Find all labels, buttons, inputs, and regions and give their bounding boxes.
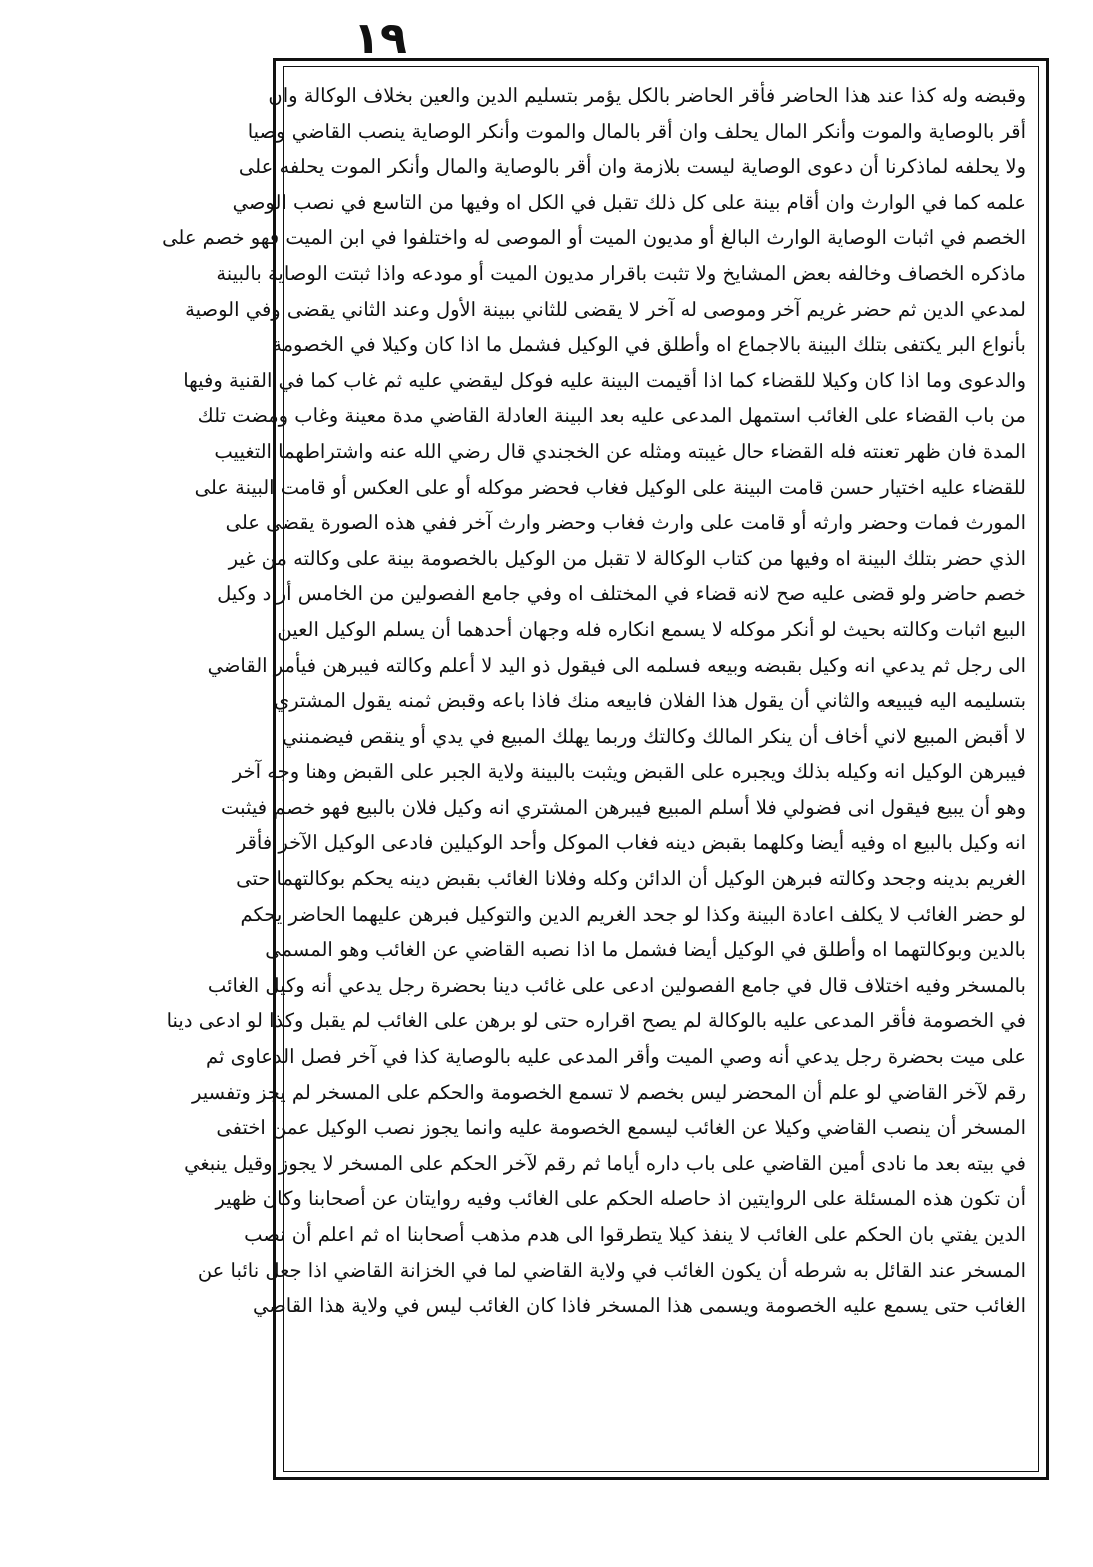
- text-line: أقر بالوصاية والموت وأنكر المال يحلف وان أقر بالمال والموت وأنكر الوصاية ينصب القاضي وصيا: [247, 119, 1026, 143]
- text-line: المسخر أن ينصب القاضي وكيلا عن الغائب ليسمع الخصومة عليه وانما يجوز نصب الوكيل عمن اختفى: [216, 1116, 1026, 1140]
- text-line: الغائب حتى يسمع عليه الخصومة ويسمى هذا المسخر فاذا كان الغائب ليس في ولاية هذا القاضي: [252, 1294, 1026, 1318]
- text-body: [162, 78, 1026, 1468]
- text-line: الخصم في اثبات الوصاية الوارث البالغ أو مديون الميت أو الموصى له واختلفوا في ابن الميت فهو خصم على: [162, 226, 1026, 250]
- text-line: بأنواع البر يكتفى بتلك البينة بالاجماع اه وأطلق في الوكيل فشمل ما اذا كان وكيلا في الخصومة: [272, 333, 1026, 357]
- text-line: بالمسخر وفيه اختلاف قال في جامع الفصولين ادعى على غائب دينا بحضرة رجل يدعي أنه وكيل الغائب: [207, 973, 1026, 997]
- text-line: المدة فان ظهر تعنته فله القضاء حال غيبته ومثله عن الخجندي قال رضي الله عنه واشتراطهما التغييب: [214, 439, 1026, 463]
- text-line: علمه كما في الوارث وان أقام بينة على كل ذلك تقبل في الكل اه وفيها من التاسع في نصب الوصي: [232, 190, 1026, 214]
- text-line: البيع اثبات وكالته بحيث لو أنكر موكله لا يسمع انكاره فله وجهان أحدهما أن يسلم الوكيل العين: [277, 617, 1026, 641]
- text-line: والدعوى وما اذا كان وكيلا للقضاء كما اذا أقيمت البينة عليه فوكل ليقضي عليه ثم غاب كما في القنية وفيها: [183, 368, 1026, 392]
- text-line: بتسليمه اليه فيبيعه والثاني أن يقول هذا الفلان فابيعه منك فاذا باعه وقبض ثمنه يقول المشتري: [274, 689, 1026, 713]
- text-line: من باب القضاء على الغائب استمهل المدعى عليه بعد البينة العادلة القاضي مدة معينة وغاب ومضت تلك: [197, 404, 1026, 428]
- text-line: الى رجل ثم يدعي انه وكيل بقبضه وبيعه فسلمه الى فيقول ذو اليد لا أعلم وكالته فيبرهن فيأمر القاضي: [207, 653, 1026, 677]
- text-line: الدين يفتي بان الحكم على الغائب لا ينفذ كيلا يتطرقوا الى هدم مذهب أصحابنا اه ثم اعلم أن نصب: [244, 1223, 1026, 1246]
- text-line: المسخر عند القائل به شرطه أن يكون الغائب في ولاية القاضي لما في الخزانة القاضي اذا جعل نائبا عن: [197, 1258, 1026, 1282]
- page-number: ١٩: [353, 13, 407, 64]
- text-line: وهو أن يبيع فيقول انى فضولي فلا أسلم المبيع فيبرهن المشتري انه وكيل فلان بالبيع فهو خصم فيثبت: [220, 795, 1026, 819]
- text-line: بالدين وبوكالتهما اه وأطلق في الوكيل أيضا فشمل ما اذا نصبه القاضي عن الغائب وهو المسمى: [265, 938, 1026, 962]
- text-line: في بيته بعد ما نادى أمين القاضي على باب داره أياما ثم رقم لآخر الحكم على المسخر لا يجوز وقيل ينبغي: [184, 1151, 1026, 1175]
- text-line: الغريم بدينه وجحد وكالته فبرهن الوكيل أن الدائن وكله وفلانا الغائب بقبض دينه يحكم بوكالتهما حتى: [236, 867, 1026, 891]
- text-line: أن تكون هذه المسئلة على الروايتين اذ حاصله الحكم على الغائب وفيه روايتان عن أصحابنا وكان ظهير: [215, 1187, 1026, 1211]
- text-line: المورث فمات وحضر وارثه أو قامت على وارث فغاب وحضر وارث آخر ففي هذه الصورة يقضى على: [225, 511, 1026, 535]
- text-line: للقضاء عليه اختيار حسن قامت البينة على الوكيل فغاب فحضر موكله أو على العكس أو قامت البينة على: [194, 475, 1026, 499]
- text-line: خصم حاضر ولو قضى عليه صح لانه قضاء في المختلف اه وفي جامع الفصولين من الخامس أراد وكيل: [217, 582, 1026, 606]
- text-line: ولا يحلفه لماذكرنا أن دعوى الوصاية ليست بلازمة وان أقر بالوصاية والمال وأنكر الموت يحلفه على: [238, 155, 1026, 179]
- text-line: رقم لآخر القاضي لو علم أن المحضر ليس بخصم لا تسمع الخصومة والحكم على المسخر لم يجز وتفسير: [192, 1080, 1026, 1104]
- text-line: لمدعي الدين ثم حضر غريم آخر وموصى له آخر لا يقضى للثاني ببينة الأول وعند الثاني يقضى وفي الوصية: [185, 297, 1026, 321]
- text-line: لو حضر الغائب لا يكلف اعادة البينة وكذا لو جحد الغريم الدين والتوكيل فبرهن عليهما الحاضر يحكم: [240, 902, 1026, 926]
- text-line: فيبرهن الوكيل انه وكيله بذلك ويجبره على القبض ويثبت بالبينة ولاية الجبر على القبض وهنا وجه آخر: [232, 760, 1026, 784]
- text-line: وقبضه وله كذا عند هذا الحاضر فأقر الحاضر بالكل يؤمر بتسليم الدين والعين بخلاف الوكالة وان: [268, 84, 1026, 107]
- text-line: على ميت بحضرة رجل يدعي أنه وصي الميت وأقر المدعى عليه بالوصاية كذا في آخر فصل الدعاوى ثم: [206, 1045, 1026, 1069]
- text-line: ماذكره الخصاف وخالفه بعض المشايخ ولا تثبت باقرار مديون الميت أو مودعه واذا ثبتت الوصاية بالبينة: [216, 261, 1026, 285]
- text-line: انه وكيل بالبيع اه وفيه أيضا وكلهما بقبض دينه فغاب الموكل وأحد الوكيلين فادعى الوكيل الآخر فأقر: [236, 831, 1026, 855]
- text-line: الذي حضر بتلك البينة اه وفيها من كتاب الوكالة لا تقبل من الوكيل بالخصومة بينة على وكالته من غير: [228, 546, 1026, 570]
- text-line: في الخصومة فأقر المدعى عليه بالوكالة لم يصح اقراره حتى لو برهن على الغائب لم يقبل وكذا لو ادعى دينا: [166, 1009, 1026, 1033]
- text-line: لا أقبض المبيع لاني أخاف أن ينكر المالك وكالتك وربما يهلك المبيع في يدي أو ينقص فيضمنني: [282, 724, 1026, 748]
